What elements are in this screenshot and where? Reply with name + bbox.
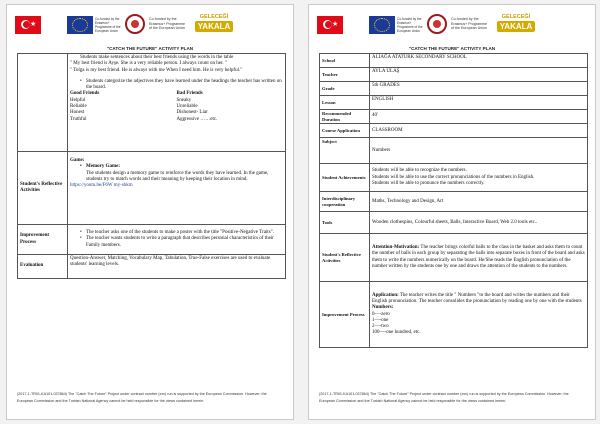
application-title: Application: [372, 292, 399, 298]
left-page [6, 4, 294, 420]
improvement-cell [68, 225, 286, 255]
intro-line: " My best friend is Ayşe. She is a very reliable person. I always count on her. " [70, 61, 227, 67]
memory-game-text: The students design a memory game to reinforce the words they have learned. In the game, students try to match words and their meaning by keeping their location in mind. [86, 170, 269, 182]
table-row [320, 138, 588, 164]
table-row [320, 164, 588, 192]
grade-label: Grade [320, 82, 370, 96]
activity-plan-table [319, 53, 588, 348]
teacher-label: Teacher [320, 68, 370, 82]
document-title: "CATCH THE FUTURE" ACTIVITY PLAN [106, 46, 194, 51]
intro-line: " Tolga is my best friend. He is always with me When I need him. He is very helpful." [70, 67, 243, 73]
number-item: 0—-zero [372, 311, 390, 317]
intro-cell [68, 54, 286, 152]
table-row [18, 225, 286, 255]
funding-disclaimer: (2017-1-TR01-KA101-037864) The "Catch The Future" Project under contract number (xxx) run is supported by the European Commission. However, the European Commission and the Turkish National Agency cannot be held responsible for the views contained herein. [319, 392, 569, 403]
subject-value: Numbers [370, 138, 588, 164]
eu-flag-icon [67, 16, 93, 34]
good-trait: Helpful [70, 97, 86, 103]
intro-bullet: • Students categorize the adjectives they have learned under the headings the teacher has written on the board. [80, 79, 283, 92]
reflective-cell [68, 152, 286, 225]
number-item: 100—-one hundred, etc. [372, 330, 421, 336]
grade-value: 5th GRADES [370, 82, 588, 96]
activity-plan-table-continued [17, 53, 286, 279]
table-row [320, 234, 588, 282]
evaluation-label: Evaluation [18, 255, 68, 279]
table-row [18, 54, 286, 152]
good-friends-heading: Good Friends [70, 91, 100, 97]
attention-text: The teacher brings colorful balls to the class in the basket and asks them to count the number of balls in each group by separating the balls into separate boxes in front of the board and asks them to write the numbers numerically on the board. He/She reads the English pronunciation of the number written by the students one by one and draws the attention of the students to the numbers. [372, 245, 585, 269]
reflective-cell [370, 234, 588, 282]
number-item: 2—-two [372, 324, 389, 330]
table-row [320, 96, 588, 110]
intro-line: Students make sentences about their best friends using the words in the table [80, 55, 234, 60]
number-item: 1—-one [372, 317, 389, 323]
interdisciplinary-value: Maths, Technology and Design, Art [370, 192, 588, 212]
application-text: The teacher writes the title " Numbers "to the board and writes the numbers and their English pronunciation. The teacher consolides the pronunciation by reading one by one with the students [372, 292, 582, 304]
funding-disclaimer: (2017-1-TR01-KA101-037864) The "Catch The Future" Project under contract number (xxx) run is supported by the European Commission. However, the European Commission and the Turkish National Agency cannot be held responsible for the views contained herein. [17, 392, 267, 403]
bad-trait: Aggressive ……etc. [176, 116, 218, 122]
duration-value: 40' [370, 110, 588, 124]
logo-strip [309, 13, 595, 47]
achievement-item: Students will be able to recognize the numbers. [372, 168, 467, 174]
table-row [18, 152, 286, 225]
improvement-item: • The teacher wants students to write a paragraph that describes personal characteristics of their Family members. [80, 236, 283, 249]
right-page [308, 4, 596, 420]
interdisciplinary-label: Interdisciplinary cooperation [320, 192, 370, 212]
improvement-cell [370, 282, 588, 348]
course-application-label: Course Application [320, 124, 370, 138]
achievement-item: Students will be able to use the correct pronunciations of the numbers in English. [372, 174, 535, 180]
empty-label-cell [18, 54, 68, 152]
table-row [320, 110, 588, 124]
numbers-heading: Numbers: [372, 305, 394, 311]
good-trait: Honest [70, 110, 85, 116]
table-row [320, 192, 588, 212]
achievement-item: Students will be able to pronunce the numbers correctly. [372, 180, 485, 186]
school-value: ALİAĞA ATATÜRK SECONDARY SCHOOL [370, 54, 588, 68]
good-trait: Truthful [70, 116, 87, 122]
table-row [320, 54, 588, 68]
school-seal-icon [125, 14, 145, 34]
project-logo-bottom: YAKALA [195, 21, 233, 32]
table-row [320, 212, 588, 234]
improvement-label: Improvement Process [320, 282, 370, 348]
friends-table [70, 91, 283, 122]
video-link[interactable]: https://youtu.be/F6W my-shkm [70, 183, 133, 189]
erasmus-caption: Co-funded by the Erasmus+ Programme of the European Union [397, 17, 423, 33]
cofund-caption: Co-funded by the Erasmus+ Programme of the European Union [451, 17, 488, 30]
school-seal-icon [427, 14, 447, 34]
bad-friends-heading: Bad Friends [176, 91, 203, 97]
bad-trait: Dishonest- Liar [176, 110, 208, 116]
project-logo-top: GELECEĞİ [199, 14, 229, 20]
erasmus-caption: Co-funded by the Erasmus+ Programme of the European Union [95, 17, 121, 33]
project-logo [497, 13, 535, 37]
memory-game-title: • Memory Game: [80, 164, 283, 170]
bad-trait: Sneaky [176, 97, 192, 103]
good-trait: Reliable [70, 104, 87, 110]
eu-flag-icon [369, 16, 395, 34]
cofund-caption: Co-funded by the Erasmus+ Programme of the European Union [149, 17, 186, 30]
bad-trait: Unreliable [176, 104, 198, 110]
teacher-value: AYLA ULAŞ [370, 68, 588, 82]
game-label: Game: [70, 158, 85, 163]
attention-title: Attention-Motivation: [372, 245, 420, 251]
project-logo [195, 13, 233, 37]
lesson-label: Lesson [320, 96, 370, 110]
turkish-flag-icon: ★ [317, 16, 343, 34]
table-row [18, 255, 286, 279]
project-logo-bottom: YAKALA [497, 21, 535, 32]
achievements-label: Student Achievements [320, 164, 370, 192]
reflective-label: Student's Reflective Activities [320, 234, 370, 282]
subject-label: Subject [320, 138, 370, 164]
table-row [320, 282, 588, 348]
table-row [320, 124, 588, 138]
project-logo-top: GELECEĞİ [501, 14, 531, 20]
evaluation-cell: Question-Answer, Matching, Vocabulary Map, Tabulation, True-False exercises are used to evaluate students' learning levels. [68, 255, 286, 279]
achievements-cell [370, 164, 588, 192]
logo-strip [7, 13, 293, 47]
reflective-label: Student's Reflective Activities [18, 152, 68, 225]
tools-value: Wooden clothespins, Colourful sheets, Balls, Interactive Board, Web 2.0 tools etc.. [370, 212, 588, 234]
lesson-value: ENGLISH [370, 96, 588, 110]
turkish-flag-icon: ★ [15, 16, 41, 34]
duration-label: Recommended Duration [320, 110, 370, 124]
improvement-label: Improvement Process [18, 225, 68, 255]
course-application-value: CLASSROOM [370, 124, 588, 138]
improvement-item: • The teacher asks one of the students to make a poster with the title "Positive-Negative Traits". [80, 230, 283, 236]
table-row [320, 82, 588, 96]
tools-label: Tools [320, 212, 370, 234]
document-title: "CATCH THE FUTURE" ACTIVITY PLAN [408, 46, 496, 51]
school-label: School [320, 54, 370, 68]
table-row [320, 68, 588, 82]
